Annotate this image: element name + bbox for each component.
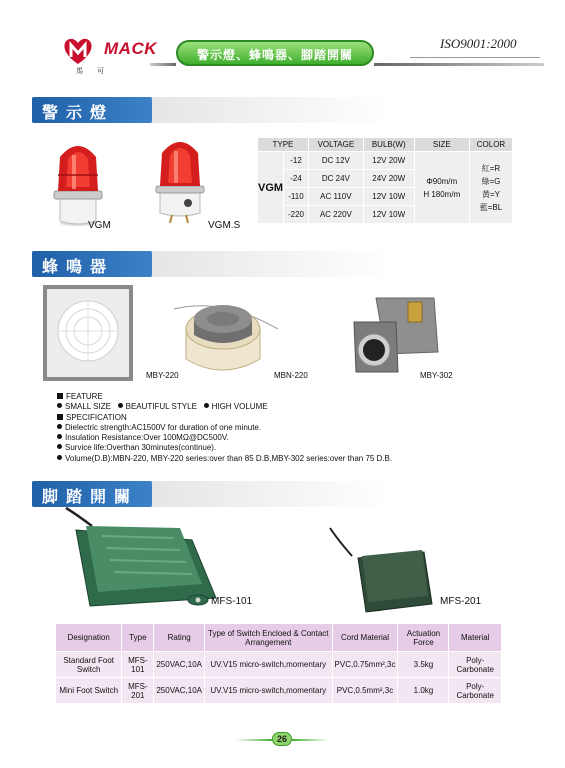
- section-header-lights: [32, 97, 152, 123]
- logo-sub-text: 馬可: [76, 68, 118, 75]
- color-blue: 藍=BL: [479, 202, 503, 212]
- feature-item: HIGH VOLUME: [211, 402, 268, 412]
- spec-heading-row: [57, 413, 392, 423]
- feature-list: [57, 402, 392, 412]
- designation-cell: Mini Foot Switch: [56, 678, 122, 704]
- bullet-icon: [118, 403, 123, 408]
- page-number: 26: [272, 732, 292, 746]
- color-yellow: 黃=Y: [481, 189, 500, 199]
- header-title-bar: [176, 40, 374, 66]
- vgm-light-image: [46, 135, 110, 227]
- feature-item: BEAUTIFUL STYLE: [125, 402, 197, 412]
- voltage-cell: DC 12V: [308, 152, 363, 170]
- spec-text: Insulation Resistance:Over 100MΩ@DC500V.: [65, 433, 229, 443]
- type-cell: -12: [284, 152, 309, 170]
- table-row: [56, 652, 502, 678]
- light-spec-table: [257, 137, 513, 224]
- force-cell: 1.0kg: [398, 678, 449, 704]
- caption-vgm: VGM: [88, 220, 111, 231]
- feature-heading: FEATURE: [66, 392, 103, 401]
- caption-vgm-s: VGM.S: [208, 220, 241, 231]
- type-cell: MFS-101: [122, 652, 154, 678]
- spec-item: [57, 443, 392, 453]
- section-title-buzzers: 蜂鳴器: [42, 259, 115, 276]
- switch-cell: UV.V15 micro-switch,momentary: [205, 678, 333, 704]
- mfs-101-image: [62, 506, 222, 610]
- cord-cell: PVC,0.75mm²,3c: [332, 652, 398, 678]
- type-cell: -220: [284, 206, 309, 224]
- header-rule-right: [374, 63, 544, 66]
- section-title-lights: 警示燈: [42, 105, 115, 122]
- th-cord: Cord Material: [332, 624, 398, 652]
- feature-item: SMALL SIZE: [65, 402, 111, 412]
- spec-text: Dielectric strength:AC1500V for duration of one minute.: [65, 422, 262, 432]
- spec-item: [57, 423, 392, 433]
- table-row: [258, 152, 513, 170]
- size-diameter: Φ90m/m: [426, 176, 458, 186]
- header-title: 警示燈、蜂鳴器、腳踏開關: [196, 48, 353, 62]
- spec-heading: SPECIFICATION: [66, 412, 127, 422]
- header-rule-thin: [410, 57, 540, 58]
- th-force: Actuation Force: [398, 624, 449, 652]
- type-cell: -110: [284, 188, 309, 206]
- square-bullet-icon: [57, 393, 63, 399]
- th-designation: Designation: [56, 624, 122, 652]
- th-bulb: BULB(W): [363, 138, 414, 152]
- mfs-201-image: [328, 526, 438, 614]
- footer-rule-right: [292, 739, 328, 741]
- voltage-cell: DC 24V: [308, 170, 363, 188]
- vgm-s-light-image: [148, 133, 212, 223]
- th-switch-type: Type of Switch Encloed & Contact Arrangement: [205, 624, 333, 652]
- rating-cell: 250VAC,10A: [154, 652, 205, 678]
- voltage-cell: AC 220V: [308, 206, 363, 224]
- brand-name: MACK: [104, 39, 157, 58]
- th-rating: Rating: [154, 624, 205, 652]
- mack-logo: [62, 36, 94, 66]
- caption-mby-220: MBY-220: [146, 371, 179, 380]
- color-cell: [469, 152, 512, 224]
- color-red: 紅=R: [481, 163, 501, 173]
- caption-mby-302: MBY-302: [420, 371, 453, 380]
- foot-table-header: [56, 624, 502, 652]
- th-color: COLOR: [469, 138, 512, 152]
- mby-302-image: [346, 292, 442, 376]
- th-material: Material: [449, 624, 502, 652]
- th-type: TYPE: [258, 138, 309, 152]
- type-cell: MFS-201: [122, 678, 154, 704]
- table-row: [56, 678, 502, 704]
- bulb-cell: 24V 20W: [363, 170, 414, 188]
- caption-mfs-101: MFS-101: [211, 596, 253, 607]
- size-cell: [414, 152, 469, 224]
- bullet-icon: [57, 434, 62, 439]
- model-cell: VGM: [258, 152, 284, 224]
- footer-rule-left: [236, 739, 272, 741]
- switch-cell: UV.V15 micro-switch,momentary: [205, 652, 333, 678]
- square-bullet-icon: [57, 414, 63, 420]
- type-cell: -24: [284, 170, 309, 188]
- bulb-cell: 12V 10W: [363, 206, 414, 224]
- section-title-foot-switch: 脚踏開關: [42, 489, 139, 506]
- th-size: SIZE: [414, 138, 469, 152]
- spec-item: [57, 454, 392, 464]
- bullet-icon: [57, 403, 62, 408]
- material-cell: Poly-Carbonate: [449, 678, 502, 704]
- spec-text: Volume(D.B):MBN-220, MBY-220 series:over than 85 D.B,MBY-302 series:over than 75 D.B.: [65, 453, 393, 463]
- light-table-header: [258, 138, 513, 152]
- spec-text: Survice life:Overthan 30minutes(continue).: [65, 443, 217, 453]
- bullet-icon: [57, 444, 62, 449]
- spec-item: [57, 433, 392, 443]
- foot-switch-spec-table: [55, 623, 502, 704]
- caption-mfs-201: MFS-201: [440, 596, 482, 607]
- size-height: H 180m/m: [423, 189, 461, 199]
- bulb-cell: 12V 10W: [363, 188, 414, 206]
- rating-cell: 250VAC,10A: [154, 678, 205, 704]
- cord-cell: PVC,0.5mm²,3c: [332, 678, 398, 704]
- color-green: 綠=G: [481, 176, 501, 186]
- designation-cell: Standard Foot Switch: [56, 652, 122, 678]
- material-cell: Poly-Carbonate: [449, 652, 502, 678]
- section-header-buzzers: [32, 251, 152, 277]
- feature-heading-row: [57, 392, 392, 402]
- bullet-icon: [57, 424, 62, 429]
- bullet-icon: [204, 403, 209, 408]
- mby-220-image: [43, 285, 133, 381]
- bullet-icon: [57, 455, 62, 460]
- force-cell: 3.5kg: [398, 652, 449, 678]
- bulb-cell: 12V 20W: [363, 152, 414, 170]
- buzzer-features: [57, 392, 392, 464]
- voltage-cell: AC 110V: [308, 188, 363, 206]
- section-header-foot-switch: [32, 481, 152, 507]
- th-type: Type: [122, 624, 154, 652]
- mbn-220-image: [172, 289, 280, 379]
- caption-mbn-220: MBN-220: [274, 371, 308, 380]
- header-rule-left: [150, 63, 176, 66]
- th-voltage: VOLTAGE: [308, 138, 363, 152]
- iso-certification: ISO9001:2000: [440, 36, 517, 51]
